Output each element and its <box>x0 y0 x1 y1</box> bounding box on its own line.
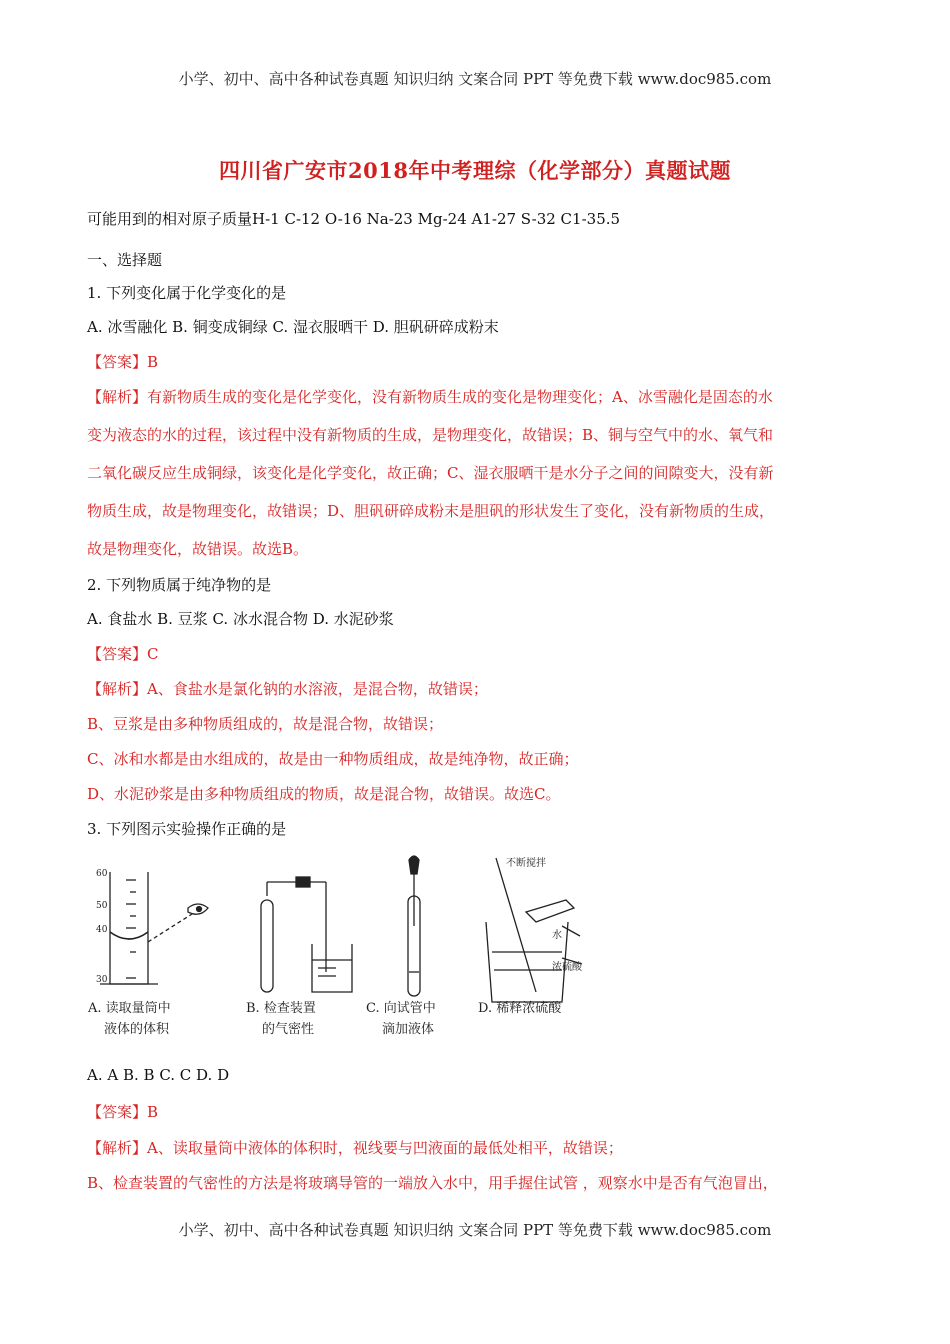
glass-rod-icon <box>496 858 536 992</box>
question-2-options: A. 食盐水 B. 豆浆 C. 冰水混合物 D. 水泥砂浆 <box>87 610 394 628</box>
analysis-1-line-2: 变为液态的水的过程，该过程中没有新物质的生成，是物理变化，故错误；B、铜与空气中的水、氧气和 <box>87 426 774 444</box>
analysis-2-line-4: D、水泥砂浆是由多种物质组成的物质，故是混合物，故错误。故选C。 <box>87 785 561 803</box>
caption-b: B. 检查装置 的气密性 <box>246 1001 316 1037</box>
page-footer: 小学、初中、高中各种试卷真题 知识归纳 文案合同 PPT 等免费下载 www.doc985.com <box>178 1221 772 1239</box>
page-header: 小学、初中、高中各种试卷真题 知识归纳 文案合同 PPT 等免费下载 www.doc985.com <box>178 70 772 88</box>
page-title: 四川省广安市2018年中考理综（化学部分）真题试题 <box>219 158 731 183</box>
caption-a: A. 读取量筒中 液体的体积 <box>88 1001 171 1037</box>
tick-label-60: 60 <box>96 869 108 879</box>
analysis-3-line-2: B、检查装置的气密性的方法是将玻璃导管的一端放入水中，用手握住试管 ，观察水中是否有气泡冒出， <box>87 1174 778 1192</box>
analysis-1-line-4: 物质生成，故是物理变化，故错误；D、胆矾研碎成粉末是胆矾的形状发生了变化，没有新物质的生成， <box>87 502 775 520</box>
label-water: 水 <box>552 930 562 941</box>
analysis-2-line-3: C、冰和水都是由水组成的，故是由一种物质组成，故是纯净物，故正确； <box>87 750 579 768</box>
question-2: 2. 下列物质属于纯净物的是 <box>87 576 272 594</box>
question-1: 1. 下列变化属于化学变化的是 <box>87 284 287 302</box>
dropper-icon <box>409 856 419 874</box>
analysis-1-line-3: 二氧化碳反应生成铜绿，该变化是化学变化，故正确；C、湿衣服晒干是水分子之间的间隙变大，没有新 <box>87 464 774 482</box>
question-3-options: A. A B. B C. C D. D <box>87 1066 230 1084</box>
experiment-figure <box>88 852 596 1042</box>
question-3: 3. 下列图示实验操作正确的是 <box>87 820 287 838</box>
analysis-2-line-1: 【解析】A、食盐水是氯化钠的水溶液，是混合物，故错误； <box>87 680 488 698</box>
section-heading: 一、选择题 <box>87 251 163 269</box>
question-1-options: A. 冰雪融化 B. 铜变成铜绿 C. 湿衣服晒干 D. 胆矾研碎成粉末 <box>87 318 499 336</box>
answer-1: 【答案】B <box>87 353 159 371</box>
analysis-1-line-5: 故是物理变化，故错误。故选B。 <box>87 540 309 558</box>
answer-3: 【答案】B <box>87 1103 159 1121</box>
tick-label-40: 40 <box>96 925 108 935</box>
analysis-1-line-1: 【解析】有新物质生成的变化是化学变化，没有新物质生成的变化是物理变化；A、冰雪融化是固态的水 <box>87 388 773 406</box>
analysis-2-line-2: B、豆浆是由多种物质组成的，故是混合物，故错误； <box>87 715 444 733</box>
caption-d: D. 稀释浓硫酸 <box>478 1001 562 1016</box>
atomic-mass-line: 可能用到的相对原子质量H-1 C-12 O-16 Na-23 Mg-24 A1-27 S-32 C1-35.5 <box>87 210 621 228</box>
test-tube-icon <box>261 900 273 992</box>
analysis-3-line-1: 【解析】A、读取量筒中液体的体积时，视线要与凹液面的最低处相平，故错误； <box>87 1139 623 1157</box>
caption-c: C. 向试管中 滴加液体 <box>366 1001 436 1037</box>
acid-bottle-icon <box>526 900 574 922</box>
answer-2: 【答案】C <box>87 645 159 663</box>
tick-label-30: 30 <box>96 975 108 985</box>
label-stir: 不断搅拌 <box>506 858 546 869</box>
tick-label-50: 50 <box>96 901 108 911</box>
label-acid: 浓硫酸 <box>552 962 582 973</box>
